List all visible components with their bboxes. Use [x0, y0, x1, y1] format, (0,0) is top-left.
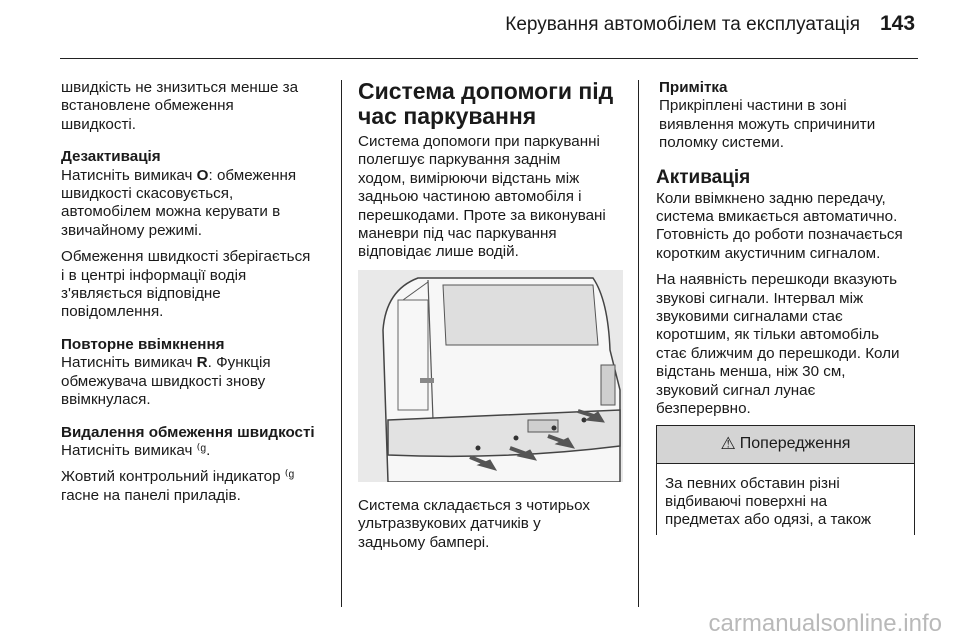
paragraph: На наявність перешкоди вказують звукові сигнали. Інтервал між звуковими сигналами стає коротшим, як тільки автомобіль стає ближчим до перешкоди. Коли відстань менша, ніж 30 см, звуковий сигнал лунає безперервно. — [656, 271, 900, 418]
paragraph: Жовтий контрольний індикатор ⁽ᵍ гасне на панелі приладів. — [61, 468, 295, 504]
column-divider-left — [341, 80, 342, 607]
warning-body: За певних обставин різні відбиваючі поверхні на предметах або одязі, а також — [656, 464, 914, 535]
section-deactivation — [61, 148, 336, 322]
intro-paragraph: Система допомоги при паркуванні полегшує паркування заднім ходом, вимірюючи відстань між задньою частиною автомобіля і перешкодами. Проте за виконувані маневри під час паркування відповідає лише водій. — [358, 133, 606, 261]
section-heading: Дезактивація — [61, 148, 161, 166]
activation-heading: Активація — [656, 166, 751, 188]
header-rule — [60, 58, 918, 59]
note-heading: Примітка — [659, 79, 728, 96]
van-rear-drawing — [358, 270, 623, 482]
speed-limiter-icon: ⁽ᵍ — [196, 441, 207, 459]
column-left — [61, 79, 336, 519]
column-right — [656, 79, 926, 535]
page-number: 143 — [880, 12, 916, 35]
paragraph: Натисніть вимикач R. Функція обмежувача швидкості знову ввімкнулася. — [61, 354, 271, 409]
section-heading: Повторне ввімкнення — [61, 335, 225, 353]
watermark: carmanualsonline.info — [708, 610, 942, 637]
warning-box — [656, 425, 915, 535]
paragraph: Натисніть вимикач ⁽ᵍ. — [61, 441, 211, 459]
intro-paragraph: швидкість не знизиться менше за встановлене обмеження швидкості. — [61, 79, 299, 133]
speed-limiter-indicator-icon: ⁽ᵍ — [284, 468, 295, 486]
warning-header — [657, 426, 914, 464]
paragraph: Обмеження швидкості зберігається і в центрі інформації водія з'являється відповідне повідомлення. — [61, 248, 311, 321]
warning-triangle-icon: ⚠ — [720, 433, 736, 453]
header-title: Керування автомобілем та експлуатація — [505, 14, 860, 35]
section-delete-limit — [61, 424, 336, 506]
illustration-caption: Система складається з чотирьох ультразвукових датчиків у задньому бампері. — [358, 496, 590, 551]
paragraph: Коли ввімкнено задню передачу, система вмикається автоматично. Готовність до роботи позначається коротким акустичним сигналом. — [656, 189, 903, 262]
warning-heading: Попередження — [739, 434, 851, 452]
column-divider-right — [638, 80, 639, 607]
switch-r-symbol-icon: R — [196, 354, 208, 372]
switch-o-symbol-icon: O — [196, 166, 209, 184]
note-block: Примітка Прикріплені частини в зоні виявлення можуть спричинити поломку системи. — [656, 79, 926, 153]
paragraph: Натисніть вимикач O: обмеження швидкості скасовується, автомобілем можна керувати в звичайному режимі. — [61, 166, 297, 239]
section-title-parking-assist: Система допомоги під час паркування — [358, 78, 614, 129]
column-middle — [358, 79, 628, 552]
section-heading: Видалення обмеження швидкості — [61, 423, 315, 441]
van-rear-sensors-illustration — [358, 270, 623, 482]
section-resume — [61, 336, 336, 410]
